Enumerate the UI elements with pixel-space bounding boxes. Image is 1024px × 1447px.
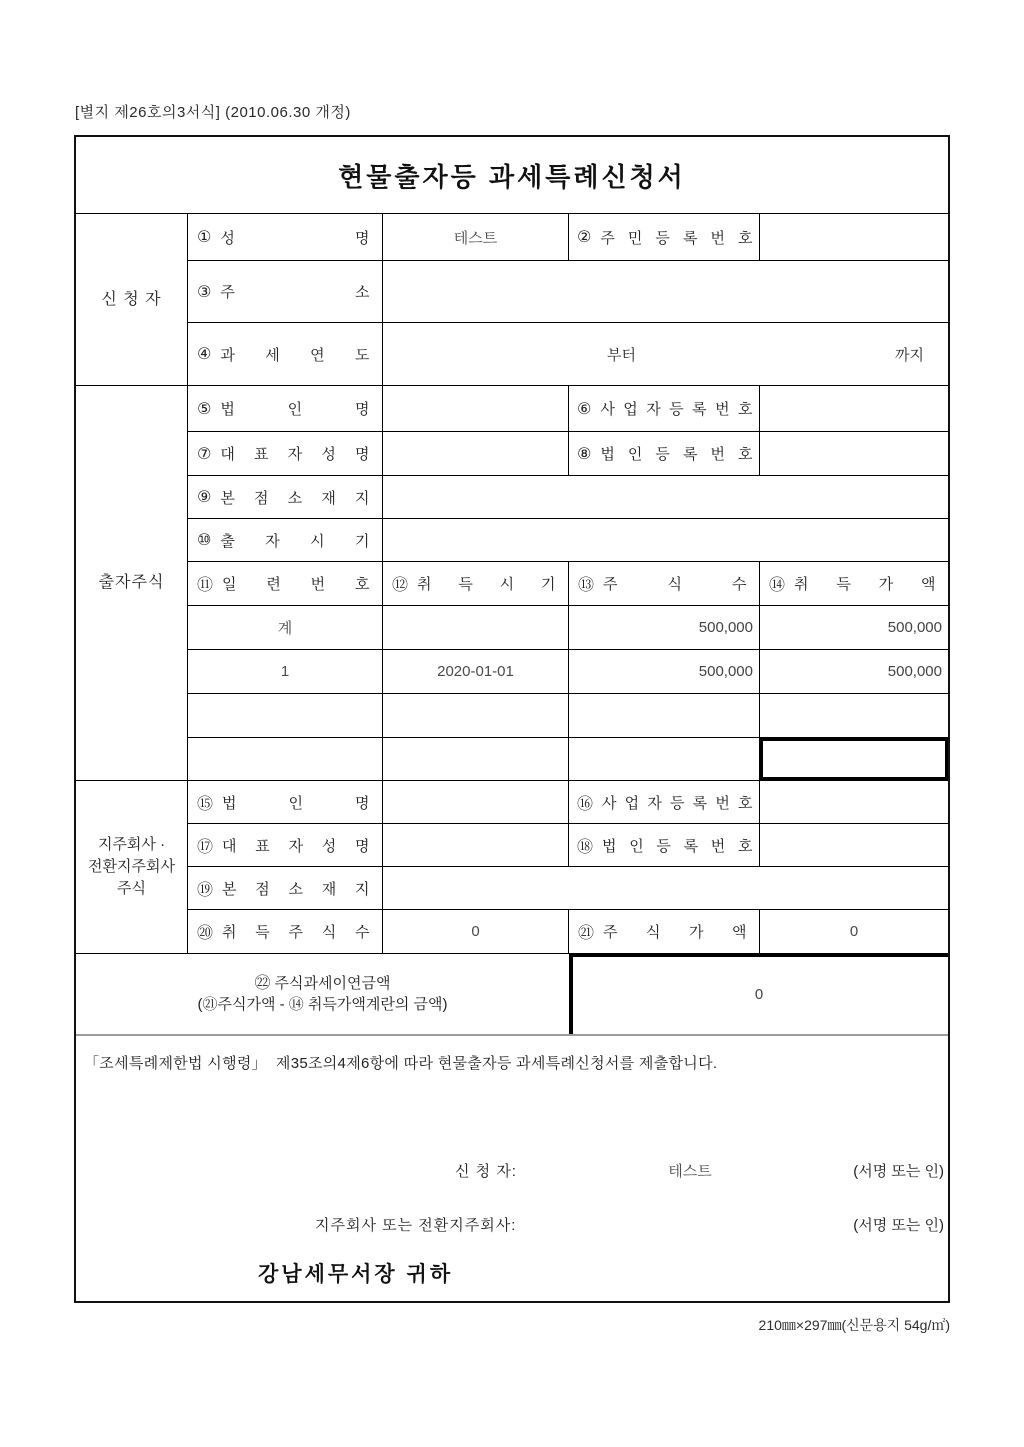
invest-time-label-text: 출 자 시 기 [220, 532, 370, 550]
circled-number-22: ㉒ [254, 975, 271, 992]
date-cell [382, 694, 568, 737]
row-hq-location [188, 475, 948, 518]
acq-date-header-text: 취 득 시 기 [417, 576, 556, 593]
amount-cell: 500,000 [759, 606, 948, 649]
address-label-text: 주 소 [220, 284, 370, 301]
corp-reg-no-label-text: 법 인 등 록 번 호 [600, 446, 753, 463]
invested-rows [187, 386, 948, 780]
circled-number-17: ⑰ [197, 838, 214, 856]
share-value-label [568, 910, 759, 953]
holding-corp-name-label-text: 법 인 명 [222, 794, 370, 812]
circled-number-1: ① [197, 229, 212, 246]
shares-table-header [188, 561, 948, 605]
tax-year-from: 부터 [607, 346, 636, 364]
circled-number-4: ④ [197, 346, 212, 363]
share-count-header-text: 주 식 수 [603, 576, 747, 593]
holding-biz-reg-no-label-text: 사 업 자 등 록 번 호 [602, 794, 753, 812]
corp-name-value [382, 386, 568, 431]
table-row-total [188, 605, 948, 649]
date-cell: 2020-01-01 [382, 650, 568, 693]
acquired-shares-value: 0 [382, 910, 568, 953]
name-label-text: 성 명 [220, 229, 370, 247]
acq-date-header [382, 562, 568, 605]
table-row-1 [188, 649, 948, 693]
holding-hq-location-label [188, 867, 382, 909]
row-acquired-shares [188, 909, 948, 953]
section-label-holding-company [76, 781, 187, 953]
holding-label-line-3: 주식 [117, 880, 146, 897]
corp-reg-no-value [759, 432, 948, 475]
circled-number-10: ⑩ [197, 532, 212, 549]
rrn-label-text: 주 민 등 록 번 호 [600, 229, 753, 247]
table-row-3 [188, 737, 948, 780]
deferral-title-line [255, 973, 391, 994]
holding-sign-note: (서명 또는 인) [853, 1217, 944, 1234]
shares-cell [568, 694, 759, 737]
recipient-tax-office: 강남세무서장 귀하 [258, 1263, 454, 1286]
deferral-formula: (㉑주식가액 - ⑭ 취득가액계란의 금액) [197, 996, 448, 1013]
row-corp-name [188, 386, 948, 431]
applicant-signature-name: 테스트 [668, 1163, 712, 1180]
circled-number-15: ⑮ [197, 795, 214, 813]
declaration-statement: 「조세특례제한법 시행령」 제35조의4제6항에 따라 현물출자등 과세특례신청서를 제출합니다. [84, 1055, 718, 1072]
serial-cell: 계 [277, 620, 293, 637]
biz-reg-no-label-text: 사 업 자 등 록 번 호 [600, 401, 753, 418]
row-ceo-name [188, 431, 948, 475]
circled-number-21: ㉑ [578, 925, 595, 942]
share-count-header [568, 562, 759, 605]
form-title-row [76, 137, 948, 213]
deferral-row [76, 953, 948, 1034]
holding-biz-reg-no-label [568, 781, 759, 823]
deferral-value: 0 [569, 954, 948, 1034]
holding-rows [187, 781, 948, 953]
circled-number-11: ⑪ [197, 577, 214, 594]
applicant-signature-label: 신 청 자: [455, 1163, 517, 1180]
corp-name-label [188, 386, 382, 431]
section-label-invested-shares: 출자주식 [98, 574, 165, 591]
name-label [188, 214, 382, 260]
holding-hq-location-label-text: 본 점 소 재 지 [222, 880, 370, 898]
serial-no-header [188, 562, 382, 605]
invest-time-label [188, 519, 382, 561]
circled-number-3: ③ [197, 283, 212, 301]
serial-no-header-text: 일 련 번 호 [222, 576, 370, 593]
corp-reg-no-label [568, 432, 759, 475]
circled-number-8: ⑧ [577, 445, 592, 463]
tax-year-to: 까지 [895, 346, 924, 364]
circled-number-19: ⑲ [197, 881, 214, 899]
row-tax-year [188, 322, 948, 385]
acq-amount-header [759, 562, 948, 605]
holding-ceo-name-label-text: 대 표 자 성 명 [222, 837, 370, 855]
applicant-signature-line [76, 1160, 948, 1182]
shares-cell: 500,000 [568, 606, 759, 649]
address-value [382, 261, 948, 322]
ceo-name-value [382, 432, 568, 475]
hq-location-label-text: 본 점 소 재 지 [220, 489, 370, 507]
date-cell [382, 606, 568, 649]
holding-label-line-1: 지주회사 · [97, 836, 166, 853]
section-label-applicant: 신 청 자 [101, 290, 162, 308]
section-applicant [76, 213, 948, 385]
acq-amount-header-text: 취 득 가 액 [794, 576, 936, 593]
row-name-rrn [188, 214, 948, 260]
declaration-area [76, 1034, 948, 1300]
address-label [188, 261, 382, 322]
paper-spec: 210㎜×297㎜(신문용지 54g/㎡) [758, 1317, 950, 1333]
holding-label-line-2: 전환지주회사 [88, 858, 175, 875]
date-cell [382, 738, 568, 780]
hq-location-value [382, 476, 948, 518]
tax-year-range [382, 323, 948, 385]
holding-corp-name-value [382, 781, 568, 823]
section-invested-shares [76, 385, 948, 780]
holding-ceo-name-value [382, 824, 568, 866]
amount-cell [759, 694, 948, 737]
holding-hq-location-value [382, 867, 948, 909]
holding-ceo-name-label [188, 824, 382, 866]
circled-number-20: ⑳ [197, 925, 214, 942]
amount-cell: 500,000 [759, 650, 948, 693]
serial-cell: 1 [280, 663, 290, 680]
circled-number-7: ⑦ [197, 445, 212, 463]
rrn-value [759, 214, 948, 260]
holding-corp-reg-no-value [759, 824, 948, 866]
form-title: 현물출자등 과세특례신청서 [338, 161, 686, 192]
row-holding-hq-location [188, 866, 948, 909]
corp-name-label-text: 법 인 명 [220, 401, 370, 418]
shares-cell [568, 738, 759, 780]
row-holding-corp-name [188, 781, 948, 823]
holding-biz-reg-no-value [759, 781, 948, 823]
invest-time-value [382, 519, 948, 561]
circled-number-14: ⑭ [769, 577, 786, 594]
shares-cell: 500,000 [568, 650, 759, 693]
share-value-value: 0 [759, 910, 948, 953]
row-invest-time [188, 518, 948, 561]
share-value-label-text: 주 식 가 액 [603, 924, 747, 941]
acquired-shares-label [188, 910, 382, 953]
tax-year-label-text: 과 세 연 도 [220, 346, 370, 364]
rrn-label [568, 214, 759, 260]
circled-number-5: ⑤ [197, 400, 212, 418]
circled-number-9: ⑨ [197, 489, 212, 506]
biz-reg-no-value [759, 386, 948, 431]
biz-reg-no-label [568, 386, 759, 431]
applicant-rows [187, 214, 948, 385]
section-holding-company [76, 780, 948, 953]
circled-number-6: ⑥ [577, 400, 592, 418]
circled-number-2: ② [577, 229, 592, 246]
serial-cell [188, 694, 382, 737]
amount-total-cell [759, 738, 948, 780]
table-row-2 [188, 693, 948, 737]
deferral-title: 주식과세이연금액 [274, 975, 391, 992]
circled-number-18: ⑱ [577, 838, 594, 856]
hq-location-label [188, 476, 382, 518]
row-holding-ceo-name [188, 823, 948, 866]
serial-cell [188, 738, 382, 780]
circled-number-13: ⑬ [578, 577, 595, 594]
tax-year-label [188, 323, 382, 385]
tax-form [74, 135, 950, 1303]
acquired-shares-label-text: 취 득 주 식 수 [222, 924, 370, 941]
holding-signature-label: 지주회사 또는 전환지주회사: [315, 1217, 517, 1234]
holding-corp-name-label [188, 781, 382, 823]
holding-corp-reg-no-label-text: 법 인 등 록 번 호 [602, 837, 753, 855]
row-address [188, 260, 948, 322]
circled-number-16: ⑯ [577, 795, 594, 813]
applicant-sign-note: (서명 또는 인) [853, 1163, 944, 1180]
name-value: 테스트 [382, 214, 568, 260]
ceo-name-label [188, 432, 382, 475]
deferral-label [76, 954, 569, 1034]
holding-corp-reg-no-label [568, 824, 759, 866]
form-reference: [별지 제26호의3서식] (2010.06.30 개정) [75, 104, 351, 121]
ceo-name-label-text: 대 표 자 성 명 [220, 446, 370, 463]
circled-number-12: ⑫ [392, 577, 409, 594]
holding-signature-line [76, 1214, 948, 1236]
